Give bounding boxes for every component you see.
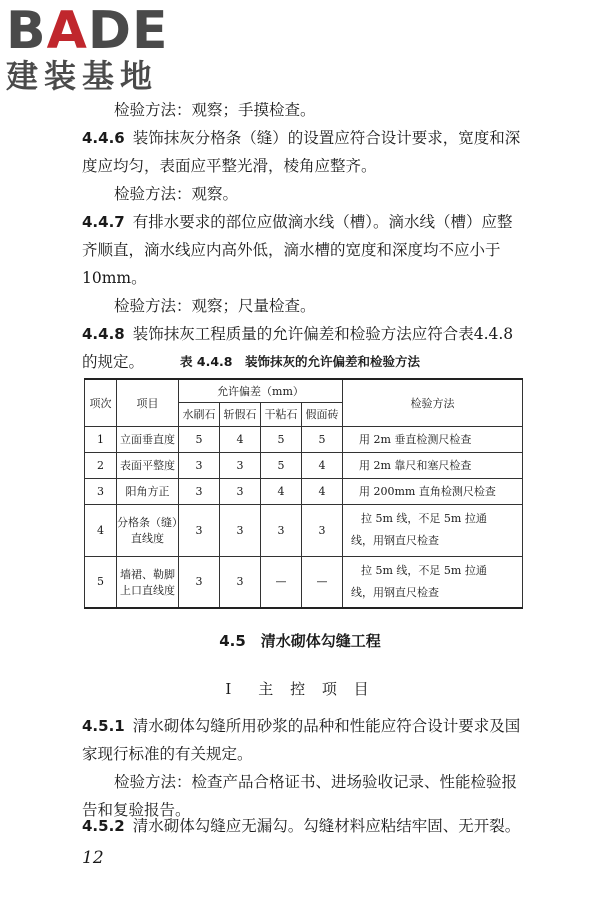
row-item: 立面垂直度 [117, 426, 179, 452]
row-index: 1 [85, 426, 117, 452]
header-sub: 干粘石 [261, 402, 302, 426]
row-method-line: 拉 5m 线，不足 5m 拉通 [361, 563, 487, 577]
clause-text: 装饰抹灰工程质量的允许偏差和检验方法应符合表4.4.8的规定。 [82, 325, 514, 371]
row-method [343, 504, 523, 556]
clause-number: 4.4.8 [82, 325, 125, 343]
clause-text: 有排水要求的部位应做滴水线（槽）。滴水线（槽）应整齐顺直，滴水线应内高外低，滴水槽的宽度和深度均不应小于10mm。 [82, 213, 513, 287]
row-value: — [302, 556, 343, 608]
row-value: 3 [302, 504, 343, 556]
clause-text: 清水砌体勾缝应无漏勾。勾缝材料应粘结牢固、无开裂。 [132, 817, 521, 835]
row-value: 5 [302, 426, 343, 452]
row-item: 阳角方正 [117, 478, 179, 504]
inspection-method-4-4-6: 检验方法：观察。 [114, 185, 239, 203]
row-method [343, 556, 523, 608]
clause-4-4-7 [82, 208, 522, 292]
row-index: 3 [85, 478, 117, 504]
header-index: 项次 [85, 379, 117, 426]
row-item: 表面平整度 [117, 452, 179, 478]
row-value: 5 [179, 426, 220, 452]
clause-number: 4.5.1 [82, 717, 125, 735]
table-title: 表 4.4.8 装饰抹灰的允许偏差和检验方法 [180, 354, 420, 369]
table-row [85, 426, 523, 452]
row-index: 4 [85, 504, 117, 556]
clause-number: 4.4.6 [82, 129, 125, 147]
row-method-line: 线，用钢直尺检查 [351, 585, 439, 599]
header-method: 检验方法 [343, 379, 523, 426]
clause-number: 4.4.7 [82, 213, 125, 231]
row-value: 3 [179, 504, 220, 556]
row-method-line: 拉 5m 线，不足 5m 拉通 [361, 512, 487, 525]
row-value: 5 [261, 426, 302, 452]
inspection-method-4-4-7: 检验方法：观察；尺量检查。 [114, 297, 316, 315]
section-title: 4.5 清水砌体勾缝工程 [219, 632, 381, 650]
page-number: 12 [82, 848, 104, 868]
header-sub: 水刷石 [179, 402, 220, 426]
logo-subtitle: 建装基地 [6, 57, 159, 95]
clause-4-5-2 [82, 812, 522, 840]
row-value: 3 [220, 478, 261, 504]
table-row [85, 556, 523, 608]
inspection-method-4-5-1: 检验方法：检查产品合格证书、进场验收记录、性能检验报告和复验报告。 [82, 773, 518, 819]
row-value: 4 [261, 478, 302, 504]
header-sub: 假面砖 [302, 402, 343, 426]
subsection-title: Ⅰ 主 控 项 目 [225, 680, 375, 698]
table-row [85, 504, 523, 556]
clause-4-5-1 [82, 712, 522, 768]
table-row [85, 452, 523, 478]
row-item [117, 504, 183, 556]
row-value: 4 [302, 478, 343, 504]
inspection-method-4-4-5: 检验方法：观察；手摸检查。 [114, 101, 316, 119]
row-value: — [261, 556, 302, 608]
row-value: 5 [261, 452, 302, 478]
row-value: 3 [179, 556, 220, 608]
logo-brand-text: BADE [6, 1, 169, 61]
clause-text: 清水砌体勾缝所用砂浆的品种和性能应符合设计要求及国家现行标准的有关规定。 [82, 717, 521, 763]
row-value: 3 [220, 504, 261, 556]
row-method: 用 2m 靠尺和塞尺检查 [343, 452, 523, 478]
row-method: 用 200mm 直角检测尺检查 [343, 478, 523, 504]
row-value: 4 [302, 452, 343, 478]
row-item-line: 分格条（缝） [117, 516, 183, 529]
clause-text: 装饰抹灰分格条（缝）的设置应符合设计要求，宽度和深度应均匀，表面应平整光滑，棱角应整齐。 [82, 129, 521, 175]
row-index: 2 [85, 452, 117, 478]
row-method: 用 2m 垂直检测尺检查 [343, 426, 523, 452]
header-sub: 斩假石 [220, 402, 261, 426]
row-value: 3 [261, 504, 302, 556]
row-value: 3 [220, 556, 261, 608]
row-item-line: 墙裙、勒脚 [120, 567, 175, 581]
header-item: 项目 [117, 379, 179, 426]
clause-4-4-6 [82, 124, 522, 180]
row-item-line: 直线度 [131, 532, 164, 545]
clause-number: 4.5.2 [82, 817, 125, 835]
row-item-line: 上口直线度 [120, 583, 175, 597]
row-value: 3 [179, 452, 220, 478]
table-row [85, 478, 523, 504]
row-value: 3 [220, 452, 261, 478]
header-deviation: 允许偏差（mm） [179, 379, 343, 402]
row-value: 3 [179, 478, 220, 504]
bade-logo [6, 1, 206, 96]
row-index: 5 [85, 556, 117, 608]
row-item [117, 556, 179, 608]
deviation-table [84, 378, 523, 609]
row-value: 4 [220, 426, 261, 452]
row-method-line: 线，用钢直尺检查 [351, 534, 439, 547]
